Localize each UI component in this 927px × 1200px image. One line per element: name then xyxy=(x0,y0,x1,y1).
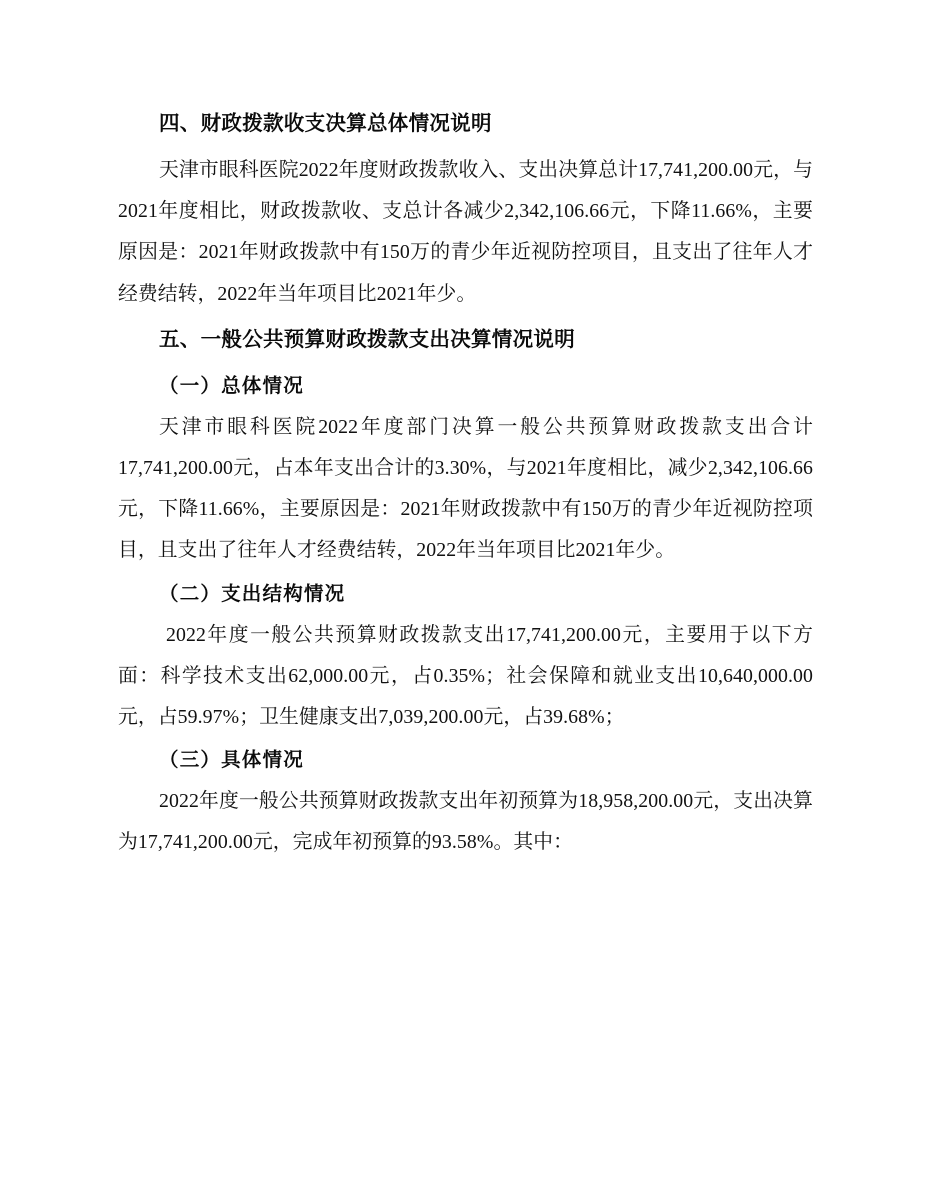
heading-general-public-budget-expenditure: 五、一般公共预算财政拨款支出决算情况说明 xyxy=(159,327,575,351)
subheading-overall-situation: （一）总体情况 xyxy=(159,375,304,397)
document-body xyxy=(118,104,813,864)
paragraph-overall-situation: 天津市眼科医院2022年度部门决算一般公共预算财政拨款支出合计17,741,200.00元，占本年支出合计的3.30%，与2021年度相比，减少2,342,106.66元，下降11.66%，主要原因是：2021年财政拨款中有150万的青少年近视防控项目，且支出了往年人才经费结转，2022年当年项目比2021年少。 xyxy=(118,415,813,562)
paragraph-expenditure-structure: 2022年度一般公共预算财政拨款支出17,741,200.00元，主要用于以下方面：科学技术支出62,000.00元，占0.35%；社会保障和就业支出10,640,000.00元，占59.97%；卫生健康支出7,039,200.00元，占39.68%； xyxy=(118,623,813,729)
heading-financial-appropriation-overview: 四、财政拨款收支决算总体情况说明 xyxy=(159,112,492,135)
paragraph-specific-situation: 2022年度一般公共预算财政拨款支出年初预算为18,958,200.00元，支出决算为17,741,200.00元，完成年初预算的93.58%。其中： xyxy=(118,790,813,854)
subheading-specific-situation: （三）具体情况 xyxy=(159,750,304,772)
paragraph-financial-appropriation-overview: 天津市眼科医院2022年度财政拨款收入、支出决算总计17,741,200.00元，与2021年度相比，财政拨款收、支总计各减少2,342,106.66元，下降11.66%，主要原因是：2021年财政拨款中有150万的青少年近视防控项目，且支出了往年人才经费结转，2022年当年项目比2021年少。 xyxy=(118,159,813,305)
subheading-expenditure-structure: （二）支出结构情况 xyxy=(159,583,346,605)
